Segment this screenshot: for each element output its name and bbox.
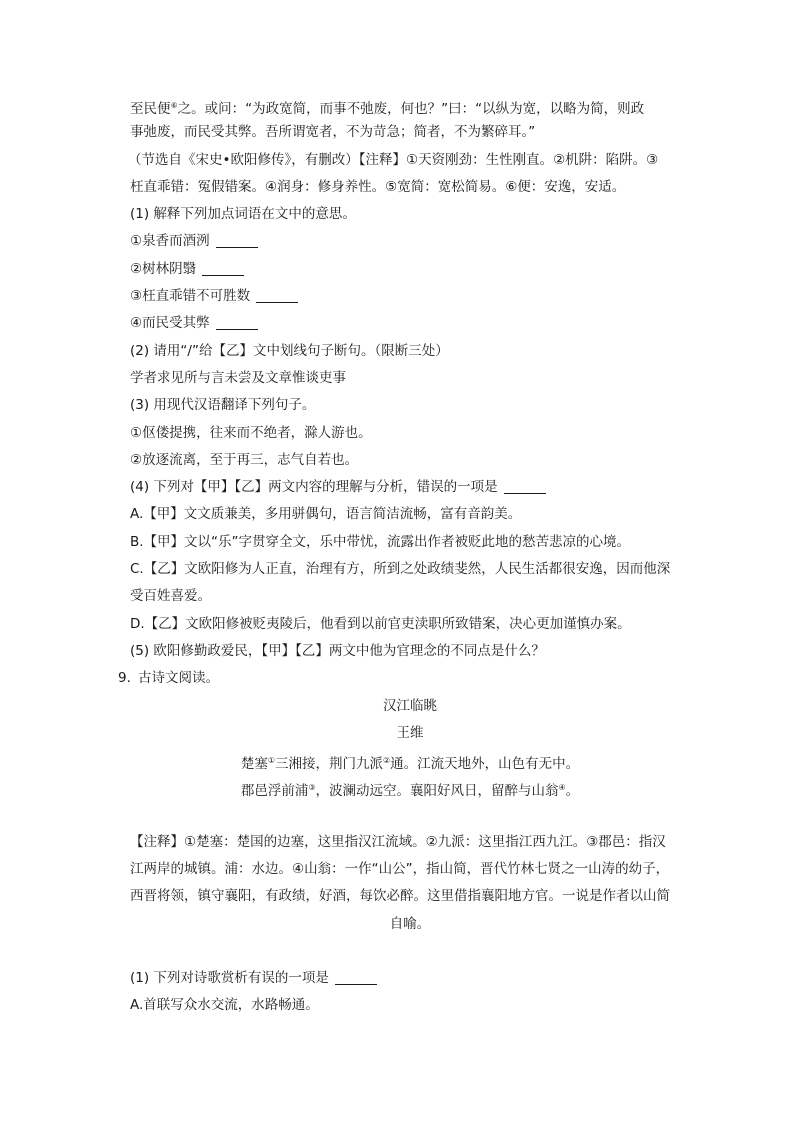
poem-notes: 【注释】①楚塞：楚国的边塞，这里指汉江流域。②九派：这里指江西九江。③郡邑：指汉 — [130, 833, 666, 850]
question-8-3-item: ②放逐流离，至于再三，志气自若也。 — [130, 451, 359, 468]
question-8-1-item: ④而民受其弊 — [130, 310, 690, 337]
option-c-continued: 受百姓喜爱。 — [130, 588, 211, 605]
answer-blank[interactable] — [216, 233, 258, 248]
option-b: B.【甲】文以“乐”字贯穿全文，乐中带忧，流露出作者被贬此地的愁苦悲凉的心境。 — [130, 533, 631, 550]
poem-title: 汉江临眺 — [383, 697, 437, 714]
poem-verse: 郡邑浮前浦③，波澜动远空。襄阳好风日，留醉与山翁④。 — [240, 783, 580, 800]
option-c: C.【乙】文欧阳修为人正直，治理有方，所到之处政绩斐然，人民生活都很安逸，因而他深 — [130, 561, 671, 578]
answer-blank[interactable] — [216, 315, 258, 330]
option-a: A.【甲】文文质兼美，多用骈偶句，语言简洁流畅，富有音韵美。 — [130, 506, 522, 523]
question-8-2: (2) 请用“/”给【乙】文中划线句子断句。（限断三处） — [130, 342, 449, 359]
poem-notes: 江两岸的城镇。浦：水边。④山翁：一作“山公”，指山简，晋代竹林七贤之一山涛的幼子， — [130, 861, 670, 878]
question-8-2-sentence: 学者求见所与言未尝及文章惟谈吏事 — [130, 369, 346, 386]
answer-blank[interactable] — [256, 288, 298, 303]
answer-blank[interactable] — [202, 261, 244, 276]
notes-line: 枉直乖错：冤假错案。④润身：修身养性。⑤宽简：宽松简易。⑥便：安逸，安适。 — [130, 178, 626, 195]
source-and-notes: （节选自《宋史•欧阳修传》，有删改）【注释】①天资刚劲：生性刚直。②机阱：陷阱。③ — [128, 151, 659, 168]
passage-line: 事弛废，而民受其弊。吾所谓宽者，不为苛急；简者，不为繁碎耳。” — [130, 124, 536, 141]
question-8-3: (3) 用现代汉语翻译下列句子。 — [130, 397, 316, 414]
passage-line: 至民便⑥之。或问：“为政宽简，而事不弛废，何也？”曰：“以纵为宽，以略为简，则政 — [130, 101, 645, 117]
question-8-1-item: ③枉直乖错不可胜数 — [130, 283, 690, 310]
answer-blank[interactable] — [335, 970, 377, 985]
option-d: D.【乙】文欧阳修被贬夷陵后，他看到以前官吏渎职所致错案，决心更加谨慎办案。 — [130, 615, 631, 632]
poem-author: 王维 — [396, 724, 424, 741]
question-8-5: (5) 欧阳修勤政爱民，【甲】【乙】两文中他为官理念的不同点是什么？ — [130, 642, 545, 659]
poem-notes-end: 自喻。 — [389, 915, 431, 932]
question-8-1-item: ①泉香而酒洌 — [130, 228, 690, 255]
answer-blank[interactable] — [504, 479, 546, 494]
document-page — [118, 92, 690, 1020]
question-8-4: (4) 下列对【甲】【乙】两文内容的理解与分析，错误的一项是 — [130, 474, 690, 501]
question-8-3-item: ①伛偻提携，往来而不绝者，滁人游也。 — [130, 424, 372, 441]
question-9-heading: 9. 古诗文阅读。 — [130, 665, 690, 692]
option-a: A.首联写众水交流，水路畅通。 — [130, 997, 319, 1014]
poem-verse: 楚塞①三湘接，荆门九派②通。江流天地外，山色有无中。 — [240, 756, 580, 773]
question-8-1: (1) 解释下列加点词语在文中的意思。 — [130, 206, 356, 223]
poem-notes: 西晋将领，镇守襄阳，有政绩，好酒，每饮必醉。这里借指襄阳地方官。一说是作者以山简 — [130, 888, 670, 905]
question-number: 9. — [118, 670, 131, 687]
question-8-1-item: ②树林阴翳 — [130, 256, 690, 283]
question-9-1: (1) 下列对诗歌赏析有误的一项是 — [130, 965, 690, 992]
